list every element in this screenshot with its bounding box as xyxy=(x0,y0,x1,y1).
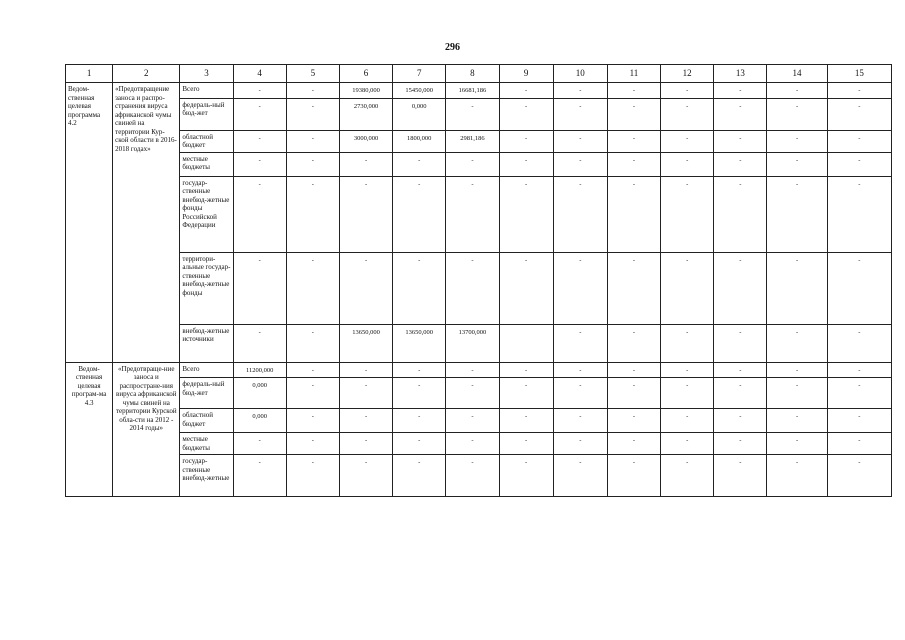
value-cell-col-13: - xyxy=(714,252,767,324)
value-cell-col-8: - xyxy=(446,455,499,497)
value-cell-col-12: - xyxy=(661,252,714,324)
value-cell-col-4: 11200,000 xyxy=(233,362,286,378)
value-cell-col-15: - xyxy=(827,83,891,99)
value-cell-col-7: - xyxy=(393,455,446,497)
value-cell-col-12: - xyxy=(661,324,714,362)
value-cell-col-14: - xyxy=(767,98,827,130)
column-header-10: 10 xyxy=(553,65,607,83)
value-cell-col-7: 1800,000 xyxy=(393,130,446,152)
value-cell-col-4: - xyxy=(233,324,286,362)
column-header-3: 3 xyxy=(180,65,233,83)
value-cell-col-4: 0,000 xyxy=(233,378,286,409)
column-header-5: 5 xyxy=(286,65,339,83)
value-cell-col-14: - xyxy=(767,152,827,176)
column-header-6: 6 xyxy=(339,65,392,83)
value-cell-col-6: 13650,000 xyxy=(339,324,392,362)
value-cell-col-9: - xyxy=(499,252,553,324)
funding-source: территори-альные государ-ственные внебюд-жетные фонды xyxy=(180,252,233,324)
value-cell-col-12: - xyxy=(661,152,714,176)
value-cell-col-8: - xyxy=(446,433,499,455)
column-header-11: 11 xyxy=(607,65,660,83)
value-cell-col-9 xyxy=(499,324,553,362)
value-cell-col-14: - xyxy=(767,83,827,99)
value-cell-col-9: - xyxy=(499,176,553,252)
value-cell-col-5: - xyxy=(286,83,339,99)
funding-source: государ-ственные внебюд-жетные фонды Российской Федерации xyxy=(180,176,233,252)
value-cell-col-14: - xyxy=(767,433,827,455)
value-cell-col-8: 2981,186 xyxy=(446,130,499,152)
program-name: «Предотвраще-ние заноса и распростране-ния вируса африканской чумы свиней на территории Курской обла-сти на 2012 - 2014 годы» xyxy=(113,362,180,497)
value-cell-col-12: - xyxy=(661,433,714,455)
value-cell-col-15: - xyxy=(827,324,891,362)
value-cell-col-15: - xyxy=(827,130,891,152)
value-cell-col-15: - xyxy=(827,455,891,497)
value-cell-col-5: - xyxy=(286,378,339,409)
column-header-13: 13 xyxy=(714,65,767,83)
column-header-4: 4 xyxy=(233,65,286,83)
value-cell-col-4: 0,000 xyxy=(233,409,286,433)
funding-source: местные бюджеты xyxy=(180,433,233,455)
value-cell-col-15: - xyxy=(827,176,891,252)
value-cell-col-11: - xyxy=(607,130,660,152)
value-cell-col-5: - xyxy=(286,176,339,252)
value-cell-col-12: - xyxy=(661,98,714,130)
value-cell-col-14: - xyxy=(767,324,827,362)
value-cell-col-9: - xyxy=(499,433,553,455)
program-label: Ведом-ственная целевая програм-ма 4.3 xyxy=(66,362,113,497)
value-cell-col-13: - xyxy=(714,98,767,130)
value-cell-col-6: - xyxy=(339,409,392,433)
table-row xyxy=(66,409,892,433)
value-cell-col-9: - xyxy=(499,83,553,99)
value-cell-col-13: - xyxy=(714,409,767,433)
value-cell-col-13: - xyxy=(714,83,767,99)
value-cell-col-11: - xyxy=(607,455,660,497)
value-cell-col-11: - xyxy=(607,252,660,324)
value-cell-col-11: - xyxy=(607,378,660,409)
value-cell-col-5: - xyxy=(286,433,339,455)
value-cell-col-15: - xyxy=(827,378,891,409)
value-cell-col-10: - xyxy=(553,324,607,362)
budget-table xyxy=(65,64,892,497)
value-cell-col-10: - xyxy=(553,433,607,455)
value-cell-col-7: 0,000 xyxy=(393,98,446,130)
table-row xyxy=(66,324,892,362)
value-cell-col-11: - xyxy=(607,176,660,252)
funding-source: федераль-ный бюд-жет xyxy=(180,378,233,409)
value-cell-col-13: - xyxy=(714,362,767,378)
value-cell-col-5: - xyxy=(286,455,339,497)
value-cell-col-6: - xyxy=(339,433,392,455)
value-cell-col-11: - xyxy=(607,324,660,362)
value-cell-col-10: - xyxy=(553,362,607,378)
value-cell-col-8: - xyxy=(446,176,499,252)
value-cell-col-5: - xyxy=(286,98,339,130)
value-cell-col-7: 13650,000 xyxy=(393,324,446,362)
table-row xyxy=(66,455,892,497)
value-cell-col-12: - xyxy=(661,409,714,433)
value-cell-col-8: - xyxy=(446,98,499,130)
value-cell-col-14: - xyxy=(767,409,827,433)
value-cell-col-5: - xyxy=(286,130,339,152)
value-cell-col-8: - xyxy=(446,152,499,176)
value-cell-col-8: - xyxy=(446,252,499,324)
value-cell-col-14: - xyxy=(767,362,827,378)
value-cell-col-7: - xyxy=(393,433,446,455)
value-cell-col-9: - xyxy=(499,378,553,409)
value-cell-col-15: - xyxy=(827,433,891,455)
funding-source: областной бюджет xyxy=(180,409,233,433)
table-row xyxy=(66,152,892,176)
value-cell-col-10: - xyxy=(553,130,607,152)
table-row xyxy=(66,176,892,252)
value-cell-col-13: - xyxy=(714,324,767,362)
value-cell-col-6: - xyxy=(339,455,392,497)
funding-source: государ-ственные внебюд-жетные xyxy=(180,455,233,497)
header-row xyxy=(66,65,892,83)
value-cell-col-14: - xyxy=(767,176,827,252)
value-cell-col-5: - xyxy=(286,324,339,362)
value-cell-col-8: 16681,186 xyxy=(446,83,499,99)
value-cell-col-13: - xyxy=(714,176,767,252)
value-cell-col-7: - xyxy=(393,252,446,324)
value-cell-col-10: - xyxy=(553,378,607,409)
value-cell-col-11: - xyxy=(607,409,660,433)
value-cell-col-4: - xyxy=(233,98,286,130)
value-cell-col-7: - xyxy=(393,362,446,378)
value-cell-col-9: - xyxy=(499,130,553,152)
value-cell-col-11: - xyxy=(607,433,660,455)
value-cell-col-4: - xyxy=(233,455,286,497)
value-cell-col-15: - xyxy=(827,362,891,378)
value-cell-col-9: - xyxy=(499,152,553,176)
funding-source: Всего xyxy=(180,83,233,99)
funding-source: внебюд-жетные источники xyxy=(180,324,233,362)
value-cell-col-4: - xyxy=(233,176,286,252)
value-cell-col-4: - xyxy=(233,130,286,152)
value-cell-col-10: - xyxy=(553,252,607,324)
funding-source: федераль-ный бюд-жет xyxy=(180,98,233,130)
value-cell-col-12: - xyxy=(661,362,714,378)
value-cell-col-7: 15450,000 xyxy=(393,83,446,99)
table-row xyxy=(66,83,892,99)
value-cell-col-8: 13700,000 xyxy=(446,324,499,362)
value-cell-col-7: - xyxy=(393,176,446,252)
program-label: Ведом-ственная целевая программа 4.2 xyxy=(66,83,113,363)
value-cell-col-15: - xyxy=(827,98,891,130)
value-cell-col-12: - xyxy=(661,378,714,409)
table-row xyxy=(66,433,892,455)
value-cell-col-10: - xyxy=(553,83,607,99)
value-cell-col-4: - xyxy=(233,83,286,99)
value-cell-col-4: - xyxy=(233,152,286,176)
table-row xyxy=(66,98,892,130)
value-cell-col-15: - xyxy=(827,152,891,176)
value-cell-col-9: - xyxy=(499,409,553,433)
column-header-1: 1 xyxy=(66,65,113,83)
value-cell-col-5: - xyxy=(286,152,339,176)
value-cell-col-13: - xyxy=(714,130,767,152)
value-cell-col-14: - xyxy=(767,378,827,409)
value-cell-col-12: - xyxy=(661,455,714,497)
table-row xyxy=(66,130,892,152)
value-cell-col-11: - xyxy=(607,152,660,176)
value-cell-col-12: - xyxy=(661,83,714,99)
value-cell-col-4: - xyxy=(233,252,286,324)
column-header-12: 12 xyxy=(661,65,714,83)
value-cell-col-6: 3000,000 xyxy=(339,130,392,152)
value-cell-col-13: - xyxy=(714,152,767,176)
value-cell-col-13: - xyxy=(714,455,767,497)
funding-source: Всего xyxy=(180,362,233,378)
value-cell-col-10: - xyxy=(553,176,607,252)
value-cell-col-10: - xyxy=(553,98,607,130)
funding-source: местные бюджеты xyxy=(180,152,233,176)
column-header-14: 14 xyxy=(767,65,827,83)
table-row xyxy=(66,362,892,378)
table-row xyxy=(66,252,892,324)
page-number: 296 xyxy=(445,42,460,53)
value-cell-col-5: - xyxy=(286,409,339,433)
column-header-9: 9 xyxy=(499,65,553,83)
value-cell-col-9: - xyxy=(499,362,553,378)
value-cell-col-5: - xyxy=(286,362,339,378)
value-cell-col-7: - xyxy=(393,378,446,409)
value-cell-col-10: - xyxy=(553,455,607,497)
value-cell-col-14: - xyxy=(767,252,827,324)
value-cell-col-11: - xyxy=(607,98,660,130)
value-cell-col-9: - xyxy=(499,455,553,497)
value-cell-col-11: - xyxy=(607,362,660,378)
value-cell-col-15: - xyxy=(827,252,891,324)
value-cell-col-4: - xyxy=(233,433,286,455)
value-cell-col-10: - xyxy=(553,152,607,176)
value-cell-col-11: - xyxy=(607,83,660,99)
value-cell-col-8: - xyxy=(446,409,499,433)
value-cell-col-12: - xyxy=(661,176,714,252)
value-cell-col-13: - xyxy=(714,378,767,409)
value-cell-col-6: - xyxy=(339,252,392,324)
value-cell-col-6: - xyxy=(339,152,392,176)
value-cell-col-10: - xyxy=(553,409,607,433)
column-header-2: 2 xyxy=(113,65,180,83)
value-cell-col-14: - xyxy=(767,455,827,497)
value-cell-col-6: 2730,000 xyxy=(339,98,392,130)
table-body xyxy=(66,83,892,497)
value-cell-col-8: - xyxy=(446,362,499,378)
value-cell-col-12: - xyxy=(661,130,714,152)
funding-source: областной бюджет xyxy=(180,130,233,152)
table-row xyxy=(66,378,892,409)
value-cell-col-6: - xyxy=(339,362,392,378)
value-cell-col-7: - xyxy=(393,409,446,433)
column-header-8: 8 xyxy=(446,65,499,83)
value-cell-col-6: 19380,000 xyxy=(339,83,392,99)
column-header-7: 7 xyxy=(393,65,446,83)
value-cell-col-15: - xyxy=(827,409,891,433)
value-cell-col-9: - xyxy=(499,98,553,130)
value-cell-col-5: - xyxy=(286,252,339,324)
column-header-15: 15 xyxy=(827,65,891,83)
value-cell-col-6: - xyxy=(339,176,392,252)
value-cell-col-8: - xyxy=(446,378,499,409)
value-cell-col-6: - xyxy=(339,378,392,409)
value-cell-col-13: - xyxy=(714,433,767,455)
value-cell-col-14: - xyxy=(767,130,827,152)
value-cell-col-7: - xyxy=(393,152,446,176)
program-name: «Предотвращение заноса и распро-странения вируса африканской чумы свиней на территории Кур-ской области в 2016-2018 годах» xyxy=(113,83,180,363)
